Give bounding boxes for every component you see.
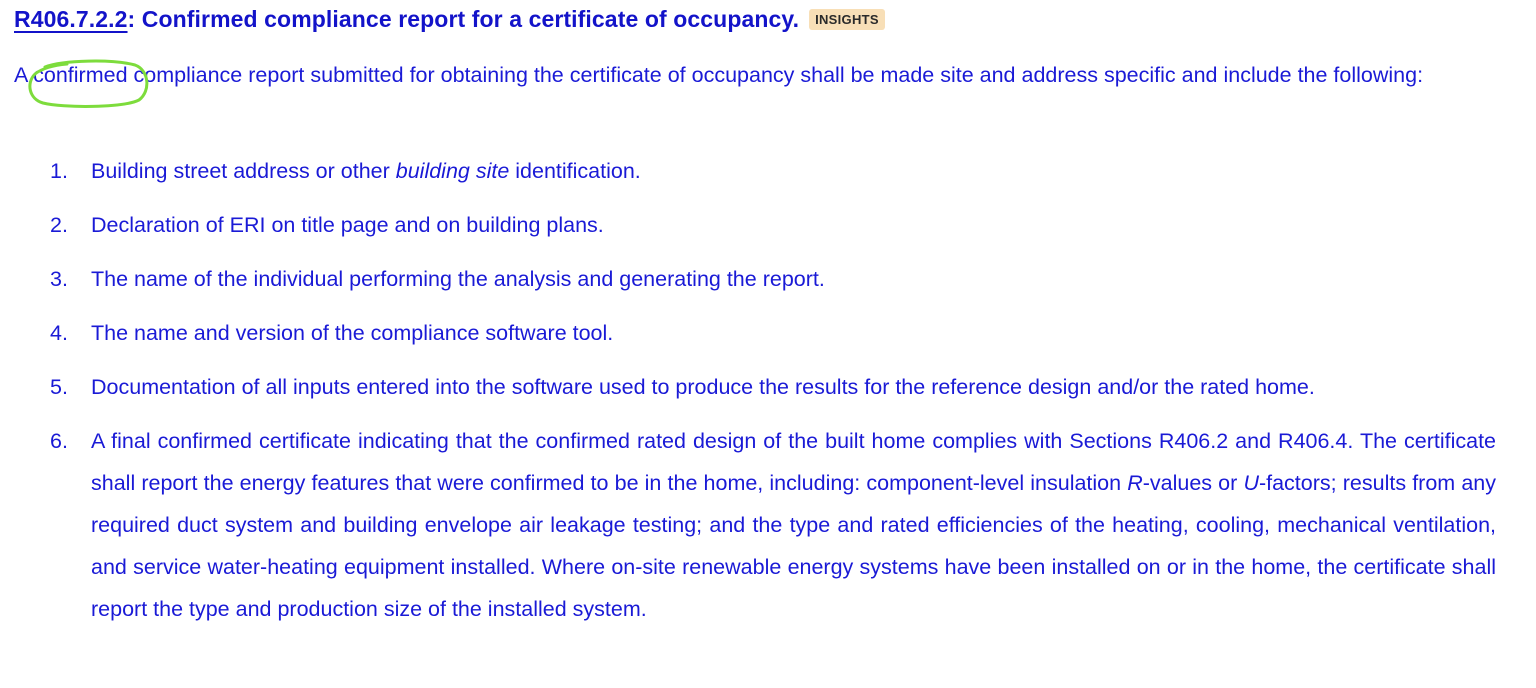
text-segment: -values or: [1142, 471, 1244, 495]
text-segment: -factors; results from any required duct system and building envelope air leakage testing; and the type and rated efficiencies of the heating, cooling, mechanical ventilation, and service water-heating equipment installed. Where on-site renewable energy systems have been installed on or in the home, the certificate shall report the type and production size of the installed system.: [91, 471, 1496, 621]
italic-u: U: [1243, 471, 1259, 495]
list-item-number: 6.: [50, 429, 68, 453]
list-item: [14, 366, 1496, 408]
list-item-text: [91, 150, 1496, 192]
circled-word-text: confirmed: [33, 63, 128, 87]
section-number-link[interactable]: R406.7.2.2: [14, 6, 128, 32]
list-item: [14, 312, 1496, 354]
list-item-number: 2.: [50, 213, 68, 237]
intro-paragraph: [14, 54, 1518, 96]
list-item-number: 1.: [50, 159, 68, 183]
list-item-text: [91, 420, 1496, 630]
text-segment: Building street address or other: [91, 159, 396, 183]
text-segment: identification.: [509, 159, 641, 183]
list-item: [14, 150, 1496, 192]
list-item: [14, 204, 1496, 246]
section-heading: [14, 6, 885, 33]
list-item: [14, 420, 1496, 630]
defined-term-building-site: building site: [395, 159, 510, 183]
list-item-text: The name of the individual performing the analysis and generating the report.: [91, 267, 825, 291]
list-item-number: 3.: [50, 267, 68, 291]
list-item-text: Declaration of ERI on title page and on building plans.: [91, 213, 604, 237]
list-item-number: 5.: [50, 375, 68, 399]
intro-text-before: A: [14, 63, 34, 87]
italic-r: R: [1127, 471, 1143, 495]
list-item-text: The name and version of the compliance software tool.: [91, 321, 614, 345]
circled-word: [33, 63, 127, 87]
list-item-text: Documentation of all inputs entered into the software used to produce the results for the reference design and/or the rated home.: [91, 375, 1315, 399]
intro-text-after: compliance report submitted for obtaining the certificate of occupancy shall be made site and address specific and include the following:: [127, 63, 1424, 87]
section-title: : Confirmed compliance report for a certificate of occupancy.: [127, 6, 800, 32]
text-segment: A final confirmed certificate indicating that the confirmed rated design of the built home complies with Sections R406.2 and R406.4. The certificate shall report the energy features that were confirmed to be in the home, including: component-level insulation: [91, 429, 1496, 495]
requirements-list: [14, 150, 1496, 642]
list-item: [14, 258, 1496, 300]
list-item-number: 4.: [50, 321, 68, 345]
insights-badge[interactable]: INSIGHTS: [809, 9, 885, 30]
